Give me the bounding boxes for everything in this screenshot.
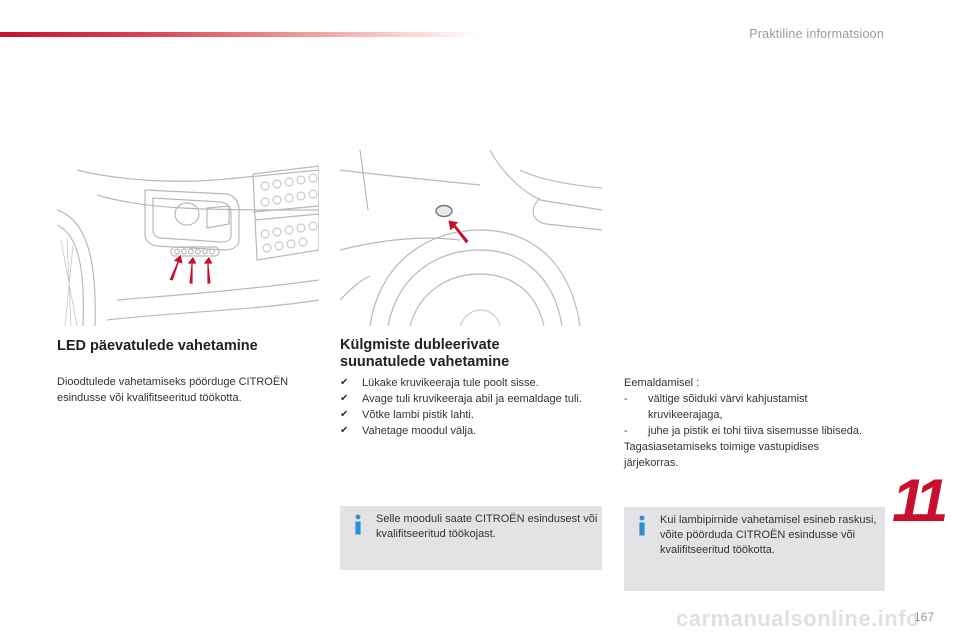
refit-note: Tagasiasetamiseks toimige vastupidises järjekorras. xyxy=(624,441,820,469)
side-repeater-title-line1: Külgmiste dubleerivate xyxy=(340,337,500,353)
bulb-info-text: Kui lambipirnide vahetamisel esineb raskusi, võite pöörduda CITROËN esindusse või kvalifitseeritud töökotta. xyxy=(660,514,877,556)
removal-item: - vältige sõiduki värvi kahjustamist kruvikeerajaga, xyxy=(624,393,808,421)
side-repeater-illustration xyxy=(340,150,602,326)
led-drl-illustration xyxy=(57,150,319,326)
header-accent-bar xyxy=(0,32,480,37)
led-section-body: Dioodtulede vahetamiseks pöörduge CITROËN esindusse või kvalifitseeritud töökotta. xyxy=(57,376,289,404)
red-arrow xyxy=(169,254,213,284)
removal-notes xyxy=(624,375,874,471)
step-item: ✔ Võtke lambi pistik lahti. xyxy=(340,409,474,421)
step-item: ✔ Avage tuli kruvikeeraja abil ja eemaldage tuli. xyxy=(340,393,582,405)
removal-item: - juhe ja pistik ei tohi tiiva sisemusse libiseda. xyxy=(624,425,862,437)
check-bullet-icon: ✔ xyxy=(340,377,349,388)
check-bullet-icon: ✔ xyxy=(340,393,349,404)
module-info-box xyxy=(340,506,602,570)
section-title: Praktiline informatsioon xyxy=(749,27,884,41)
info-icon xyxy=(636,515,648,537)
side-repeater-title xyxy=(340,337,509,371)
chapter-number: 11 xyxy=(892,467,943,534)
check-bullet-icon: ✔ xyxy=(340,425,349,436)
led-section-title: LED päevatulede vahetamine xyxy=(57,338,258,354)
info-icon xyxy=(352,514,364,536)
removal-intro: Eemaldamisel : xyxy=(624,377,700,389)
check-bullet-icon: ✔ xyxy=(340,409,349,420)
page-number: 167 xyxy=(914,610,935,624)
step-item: ✔ Vahetage moodul välja. xyxy=(340,425,477,437)
step-item: ✔ Lükake kruvikeeraja tule poolt sisse. xyxy=(340,377,539,389)
bulb-info-box xyxy=(624,507,885,591)
watermark: carmanualsonline.info xyxy=(676,606,920,631)
side-repeater-title-line2: suunatulede vahetamine xyxy=(340,354,510,370)
module-info-text: Selle mooduli saate CITROËN esindusest või kvalifitseeritud töökojast. xyxy=(376,513,598,540)
side-repeater-steps xyxy=(340,375,602,439)
